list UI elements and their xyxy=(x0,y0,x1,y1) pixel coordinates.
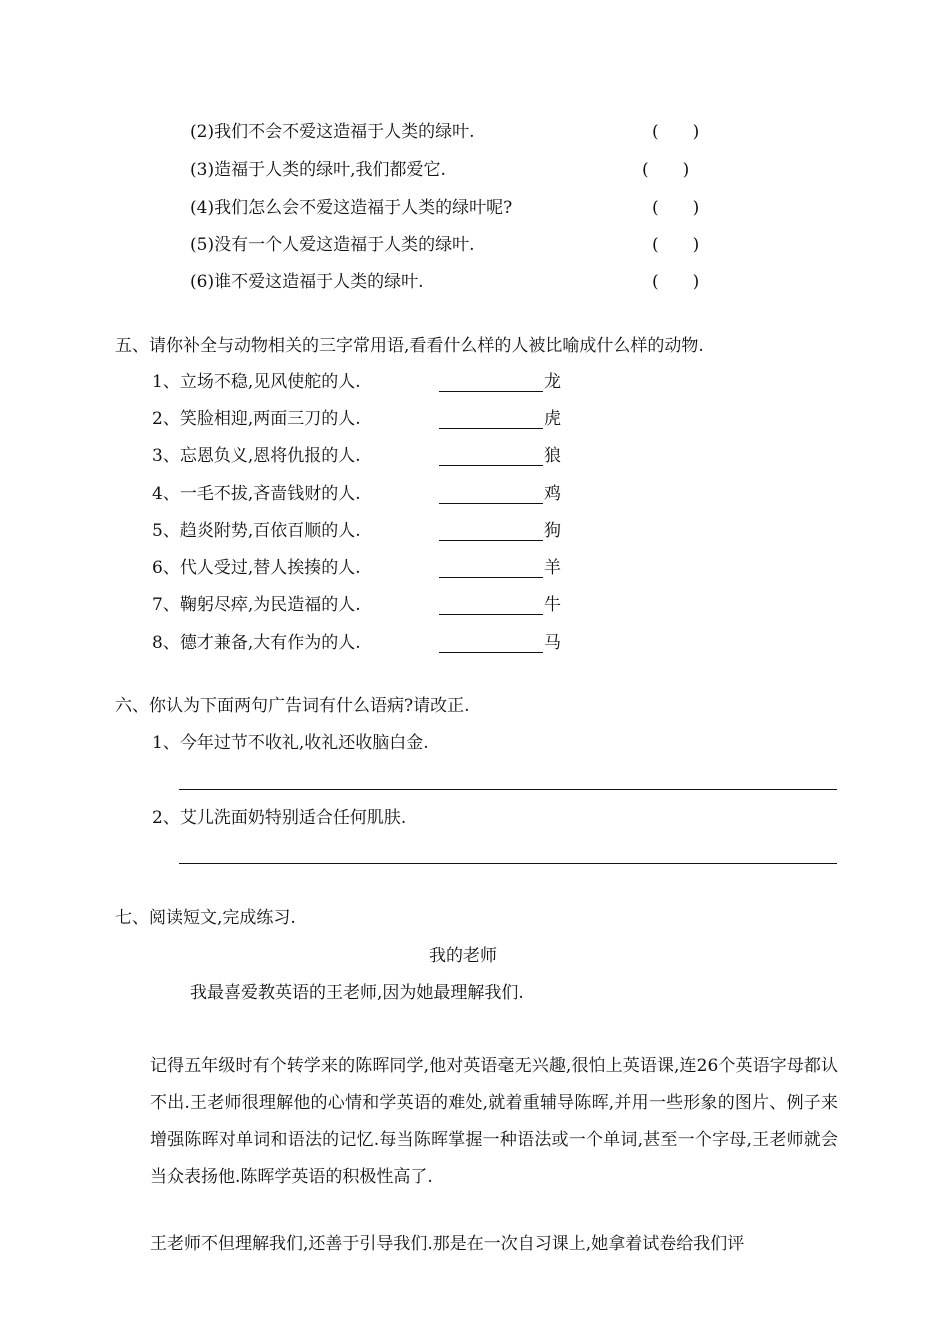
animal-label: 羊 xyxy=(544,558,561,578)
fill-blank[interactable] xyxy=(439,540,543,541)
animal-label: 马 xyxy=(544,633,561,653)
passage-intro: 我最喜爱教英语的王老师,因为她最理解我们. xyxy=(190,983,524,1003)
list-item: 6、代人受过,替人挨揍的人. xyxy=(152,558,361,578)
passage-paragraph-1: 记得五年级时有个转学来的陈晖同学,他对英语毫无兴趣,很怕上英语课,连26个英语字母都认不出.王老师很理解他的心情和学英语的难处,就着重辅导陈晖,并用一些形象的图片、例子来增强陈晖对单词和语法的记忆.每当陈晖掌握一种语法或一个单词,甚至一个字母,王老师就会当众表扬他.陈晖学英语的积极性高了. xyxy=(150,1056,838,1187)
section7-heading: 七、阅读短文,完成练习. xyxy=(115,908,296,928)
fill-blank[interactable] xyxy=(439,503,543,504)
answer-parentheses[interactable]: ( ) xyxy=(642,160,690,180)
list-item: 1、今年过节不收礼,收礼还收脑白金. xyxy=(152,733,429,753)
fill-blank[interactable] xyxy=(439,614,543,615)
animal-label: 龙 xyxy=(544,372,561,392)
fill-blank[interactable] xyxy=(439,428,543,429)
list-item: (6)谁不爱这造福于人类的绿叶. xyxy=(190,272,424,292)
animal-label: 鸡 xyxy=(544,484,561,504)
fill-blank[interactable] xyxy=(439,391,543,392)
section5-heading: 五、请你补全与动物相关的三字常用语,看看什么样的人被比喻成什么样的动物. xyxy=(115,336,704,356)
list-item: 7、鞠躬尽瘁,为民造福的人. xyxy=(152,595,361,615)
answer-parentheses[interactable]: ( ) xyxy=(652,122,700,142)
passage-title: 我的老师 xyxy=(429,946,497,966)
list-item: 2、艾儿洗面奶特别适合任何肌肤. xyxy=(152,808,407,828)
list-item: 8、德才兼备,大有作为的人. xyxy=(152,633,361,653)
list-item: (5)没有一个人爱这造福于人类的绿叶. xyxy=(190,235,475,255)
list-item: 1、立场不稳,见风使舵的人. xyxy=(152,372,361,392)
answer-line[interactable] xyxy=(179,863,837,864)
list-item: (4)我们怎么会不爱这造福于人类的绿叶呢? xyxy=(190,198,513,218)
answer-line[interactable] xyxy=(179,789,837,790)
animal-label: 狗 xyxy=(544,521,561,541)
list-item: (2)我们不会不爱这造福于人类的绿叶. xyxy=(190,122,475,142)
passage-paragraph-2: 王老师不但理解我们,还善于引导我们.那是在一次自习课上,她拿着试卷给我们评 xyxy=(150,1234,745,1254)
answer-parentheses[interactable]: ( ) xyxy=(652,272,700,292)
list-item: 2、笑脸相迎,两面三刀的人. xyxy=(152,409,361,429)
list-item: 3、忘恩负义,恩将仇报的人. xyxy=(152,446,361,466)
list-item: 4、一毛不拔,吝啬钱财的人. xyxy=(152,484,361,504)
animal-label: 狼 xyxy=(544,446,561,466)
fill-blank[interactable] xyxy=(439,465,543,466)
list-item: 5、趋炎附势,百依百顺的人. xyxy=(152,521,361,541)
animal-label: 牛 xyxy=(544,595,561,615)
section6-heading: 六、你认为下面两句广告词有什么语病?请改正. xyxy=(115,696,470,716)
answer-parentheses[interactable]: ( ) xyxy=(652,235,700,255)
answer-parentheses[interactable]: ( ) xyxy=(652,198,700,218)
list-item: (3)造福于人类的绿叶,我们都爱它. xyxy=(190,160,446,180)
fill-blank[interactable] xyxy=(439,577,543,578)
fill-blank[interactable] xyxy=(439,652,543,653)
animal-label: 虎 xyxy=(544,409,561,429)
